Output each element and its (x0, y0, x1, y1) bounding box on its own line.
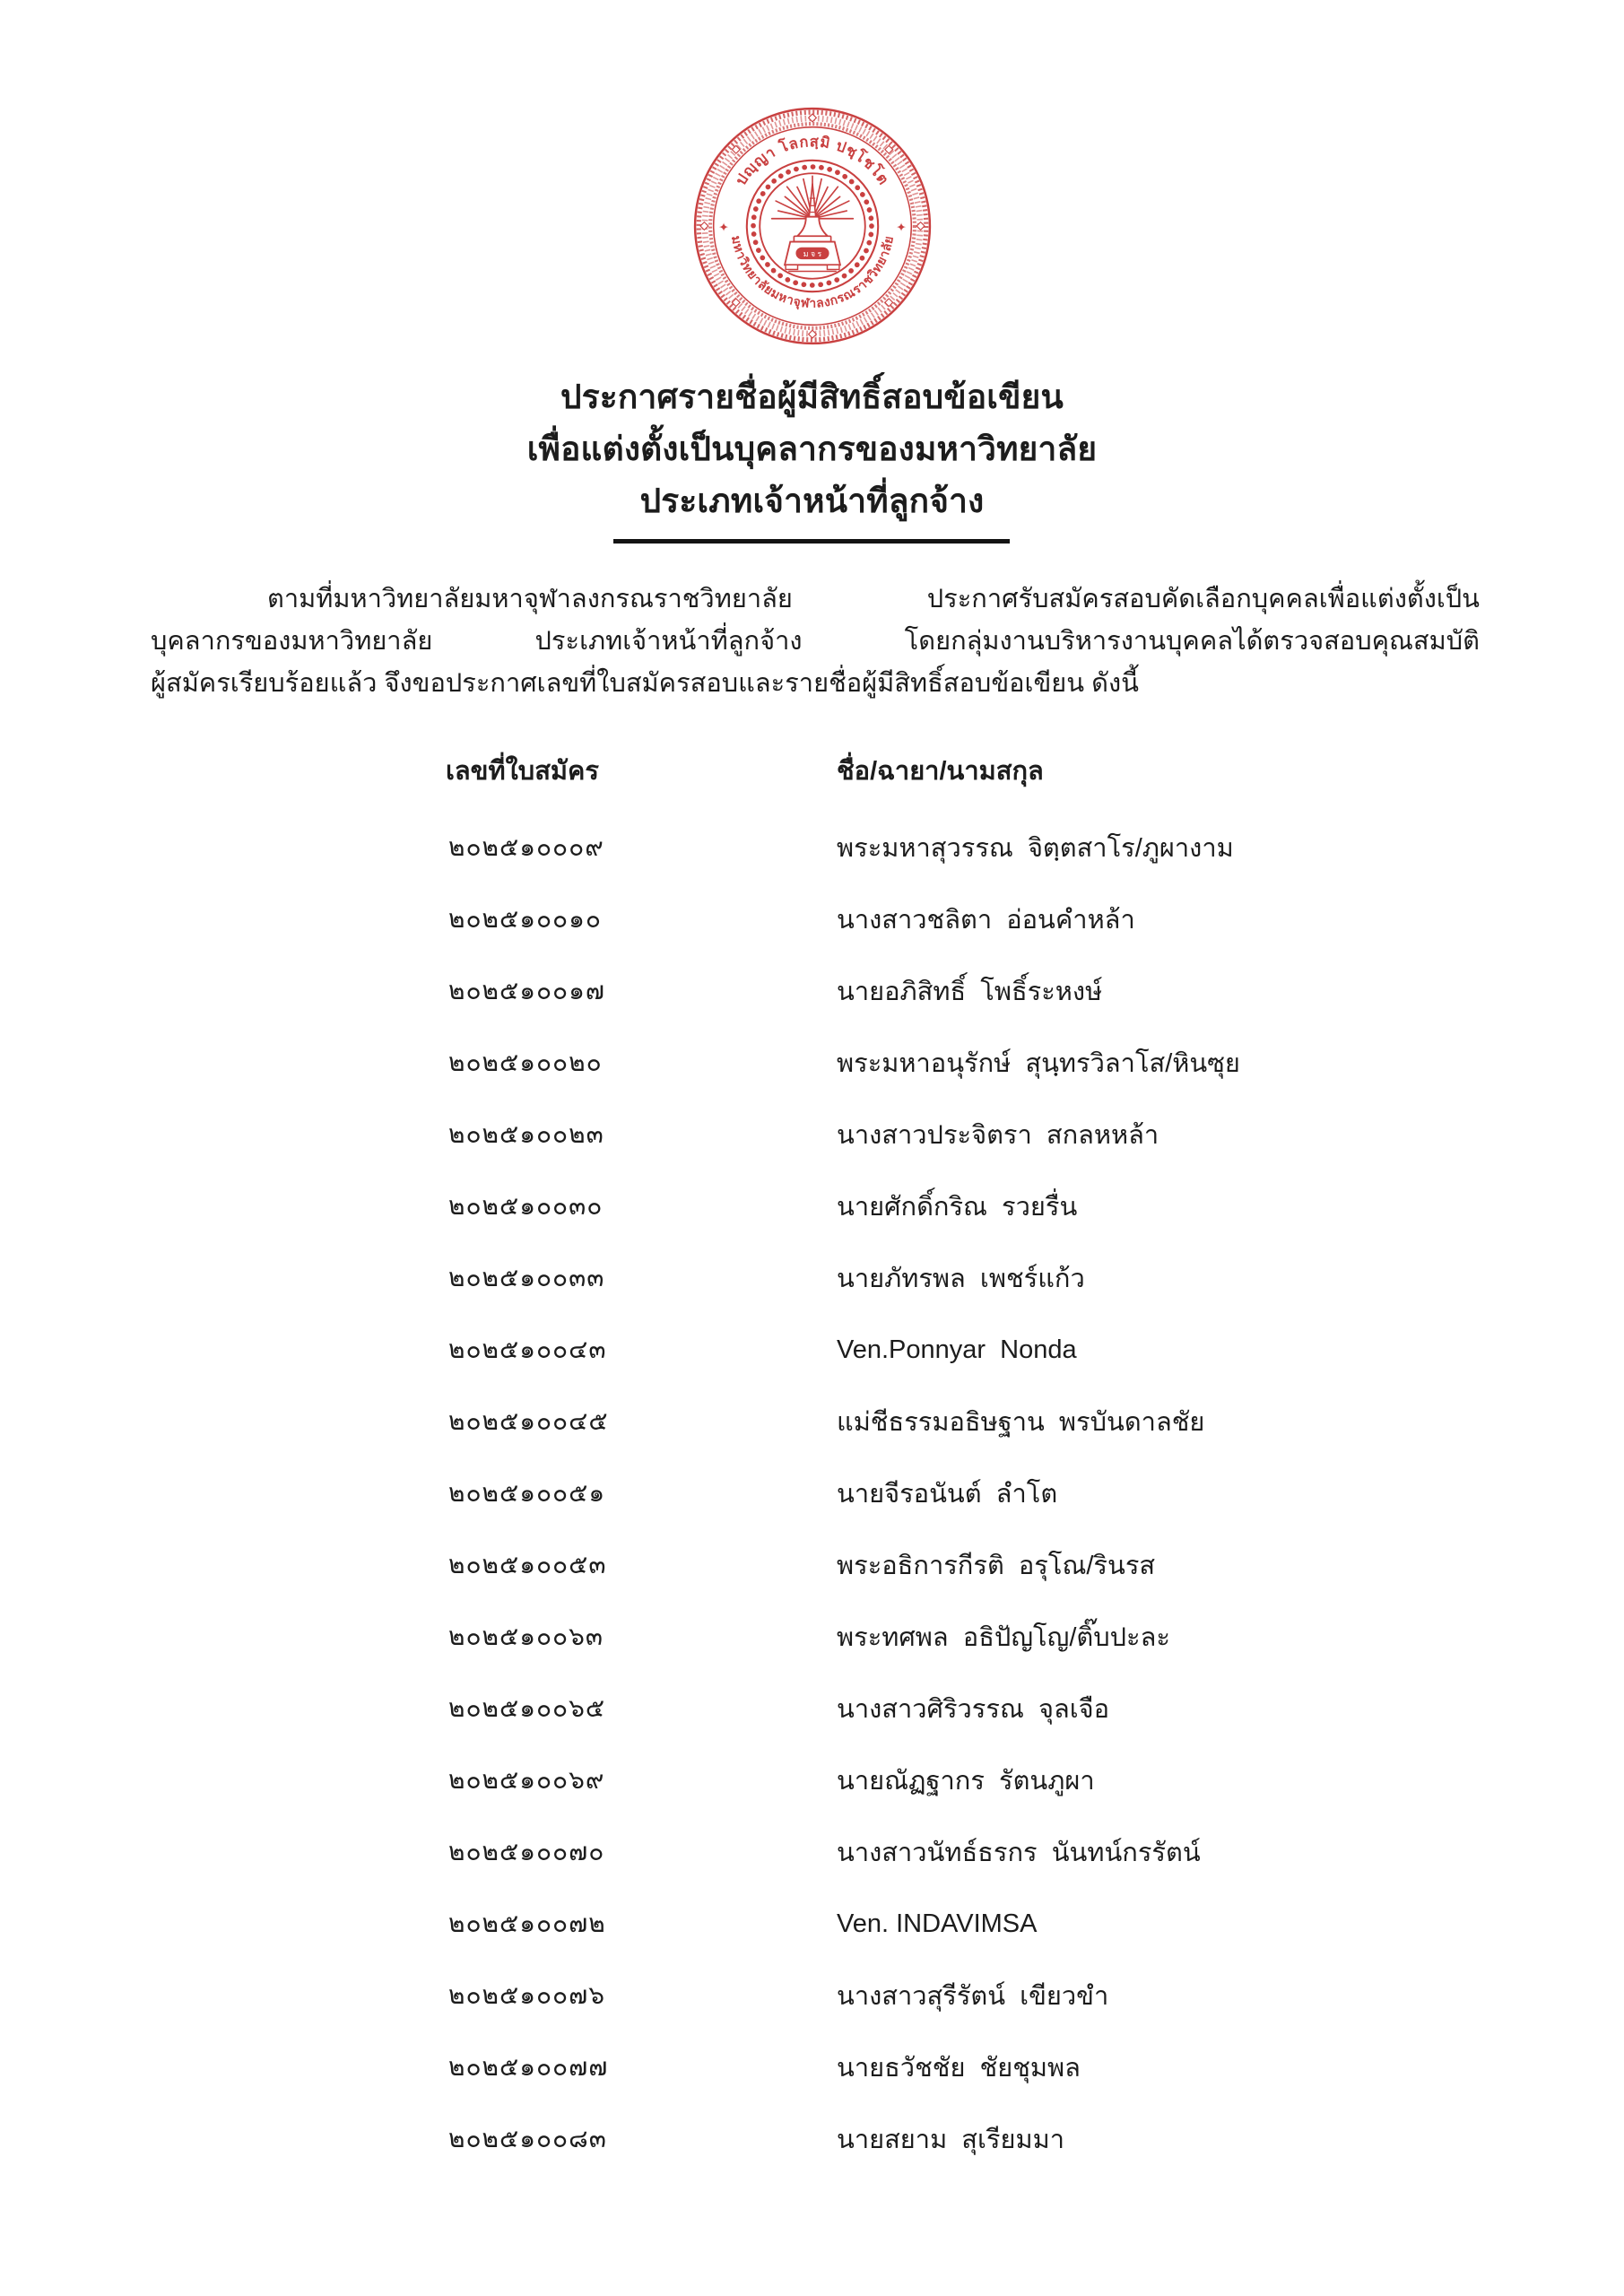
application-number: ๒๐๒๕๑๐๐๑๐ (448, 905, 603, 933)
application-number: ๒๐๒๕๑๐๐๓๐ (448, 1192, 604, 1220)
application-number: ๒๐๒๕๑๐๐๕๑ (448, 1479, 606, 1507)
seal-center-label: ม จ ร (803, 249, 821, 259)
university-seal (692, 106, 933, 346)
table-row (0, 1816, 1624, 1888)
applicant-name: พระทศพล อธิปัญโญ/ติ๊บปะละ (837, 1623, 1170, 1652)
applicant-name: นายสยาม สุเรียมมา (837, 2126, 1065, 2154)
table-row (0, 1960, 1624, 2031)
table-row (0, 1529, 1624, 1601)
applicant-name: นายภัทรพล เพชร์แก้ว (837, 1265, 1085, 1293)
application-number: ๒๐๒๕๑๐๐๑๗ (448, 977, 605, 1004)
table-row (0, 1314, 1624, 1386)
seal-star-right-icon: ✦ (895, 221, 907, 235)
application-number: ๒๐๒๕๑๐๐๐๙ (448, 833, 604, 861)
table-row (0, 955, 1624, 1027)
applicant-name: นายอภิสิทธิ์ โพธิ์ระหงษ์ (837, 978, 1103, 1006)
table-row (0, 1744, 1624, 1816)
table-row (0, 2031, 1624, 2103)
applicant-name: พระมหาสุวรรณ จิตฺตสาโร/ภูผางาม (837, 834, 1234, 863)
application-number: ๒๐๒๕๑๐๐๖๕ (448, 1694, 606, 1722)
application-number: ๒๐๒๕๑๐๐๓๓ (448, 1264, 605, 1292)
application-number: ๒๐๒๕๑๐๐๗๒ (448, 1909, 606, 1937)
applicant-name: แม่ชีธรรมอธิษฐาน พรบันดาลชัย (837, 1408, 1205, 1437)
application-number: ๒๐๒๕๑๐๐๖๓ (448, 1622, 604, 1650)
table-row (0, 1099, 1624, 1170)
application-number: ๒๐๒๕๑๐๐๔๓ (448, 1335, 607, 1363)
intro-paragraph (151, 578, 1480, 705)
table-row (0, 1888, 1624, 1960)
application-number-column-header: เลขที่ใบสมัคร (446, 757, 599, 786)
applicant-name: นายศักดิ์กริณ รวยรื่น (837, 1193, 1078, 1222)
application-number: ๒๐๒๕๑๐๐๖๙ (448, 1766, 605, 1794)
paragraph-line-2: บุคลากรของมหาวิทยาลัย ประเภทเจ้าหน้าที่ลูกจ้าง โดยกลุ่มงานบริหารงานบุคคลได้ตรวจสอบคุณสมบัติ (151, 627, 1480, 656)
table-row (0, 1601, 1624, 1673)
title-divider (613, 539, 1010, 544)
table-row (0, 883, 1624, 955)
applicant-name: นายธวัชชัย ชัยชุมพล (837, 2054, 1081, 2083)
application-number: ๒๐๒๕๑๐๐๗๖ (448, 1981, 605, 2009)
table-row (0, 1170, 1624, 1242)
chedi-emblem-icon (771, 176, 853, 271)
application-number: ๒๐๒๕๑๐๐๒๐ (448, 1048, 603, 1076)
applicant-name: นางสาวประจิตรา สกลหหล้า (837, 1121, 1159, 1150)
seal-university-name-text: มหาวิทยาลัยมหาจุฬาลงกรณราชวิทยาลัย (728, 234, 896, 310)
applicant-name: นางสาวสุรีรัตน์ เขียวขำ (837, 1982, 1109, 2011)
application-number: ๒๐๒๕๑๐๐๔๕ (448, 1407, 609, 1435)
paragraph-line-1: ตามที่มหาวิทยาลัยมหาจุฬาลงกรณราชวิทยาลัย ประกาศรับสมัครสอบคัดเลือกบุคคลเพื่อแต่งตั้งเป็น (267, 585, 1480, 613)
applicant-name: นางสาวชลิตา อ่อนคำหล้า (837, 906, 1135, 935)
table-row (0, 1027, 1624, 1099)
table-row (0, 1673, 1624, 1744)
application-number: ๒๐๒๕๑๐๐๘๓ (448, 2125, 607, 2152)
title-line-2: เพื่อแต่งตั้งเป็นบุคลากรของมหาวิทยาลัย (526, 430, 1098, 467)
announcement-title (0, 371, 1624, 527)
name-column-header: ชื่อ/ฉายา/นามสกุล (837, 757, 1044, 786)
applicant-name: นางสาวนัทธ์ธรกร นันทน์กรรัตน์ (837, 1839, 1201, 1867)
applicant-name: นายณัฏฐากร รัตนภูผา (837, 1767, 1095, 1796)
applicant-list (0, 812, 1624, 2175)
table-row (0, 1242, 1624, 1314)
title-line-1: ประกาศรายชื่อผู้มีสิทธิ์สอบข้อเขียน (560, 378, 1064, 415)
title-line-3: ประเภทเจ้าหน้าที่ลูกจ้าง (639, 483, 985, 519)
table-row (0, 812, 1624, 883)
application-number: ๒๐๒๕๑๐๐๒๓ (448, 1120, 604, 1148)
applicant-name: นางสาวศิริวรรณ จุลเจือ (837, 1695, 1110, 1724)
list-header (0, 750, 1624, 795)
application-number: ๒๐๒๕๑๐๐๗๐ (448, 1838, 605, 1866)
university-seal-icon (692, 106, 933, 346)
application-number: ๒๐๒๕๑๐๐๗๗ (448, 2053, 609, 2081)
applicant-name: Ven.Ponnyar Nonda (837, 1335, 1077, 1364)
table-row (0, 1386, 1624, 1457)
applicant-name: นายจีรอนันต์ ลำโต (837, 1480, 1058, 1509)
seal-motto-text: ปญฺญา โลกสฺมิ ปชฺโชโต (732, 134, 892, 188)
applicant-name: Ven. INDAVIMSA (837, 1909, 1038, 1938)
table-row (0, 1457, 1624, 1529)
application-number: ๒๐๒๕๑๐๐๕๓ (448, 1551, 607, 1578)
seal-star-left-icon: ✦ (717, 221, 729, 235)
table-row (0, 2103, 1624, 2175)
applicant-name: พระมหาอนุรักษ์ สุนฺทรวิลาโส/หินซุย (837, 1049, 1240, 1078)
applicant-name: พระอธิการกีรติ อรุโณ/รินรส (837, 1552, 1156, 1580)
paragraph-line-3: ผู้สมัครเรียบร้อยแล้ว จึงขอประกาศเลขที่ใบสมัครสอบและรายชื่อผู้มีสิทธิ์สอบข้อเขียน ดังนี้ (151, 669, 1139, 698)
